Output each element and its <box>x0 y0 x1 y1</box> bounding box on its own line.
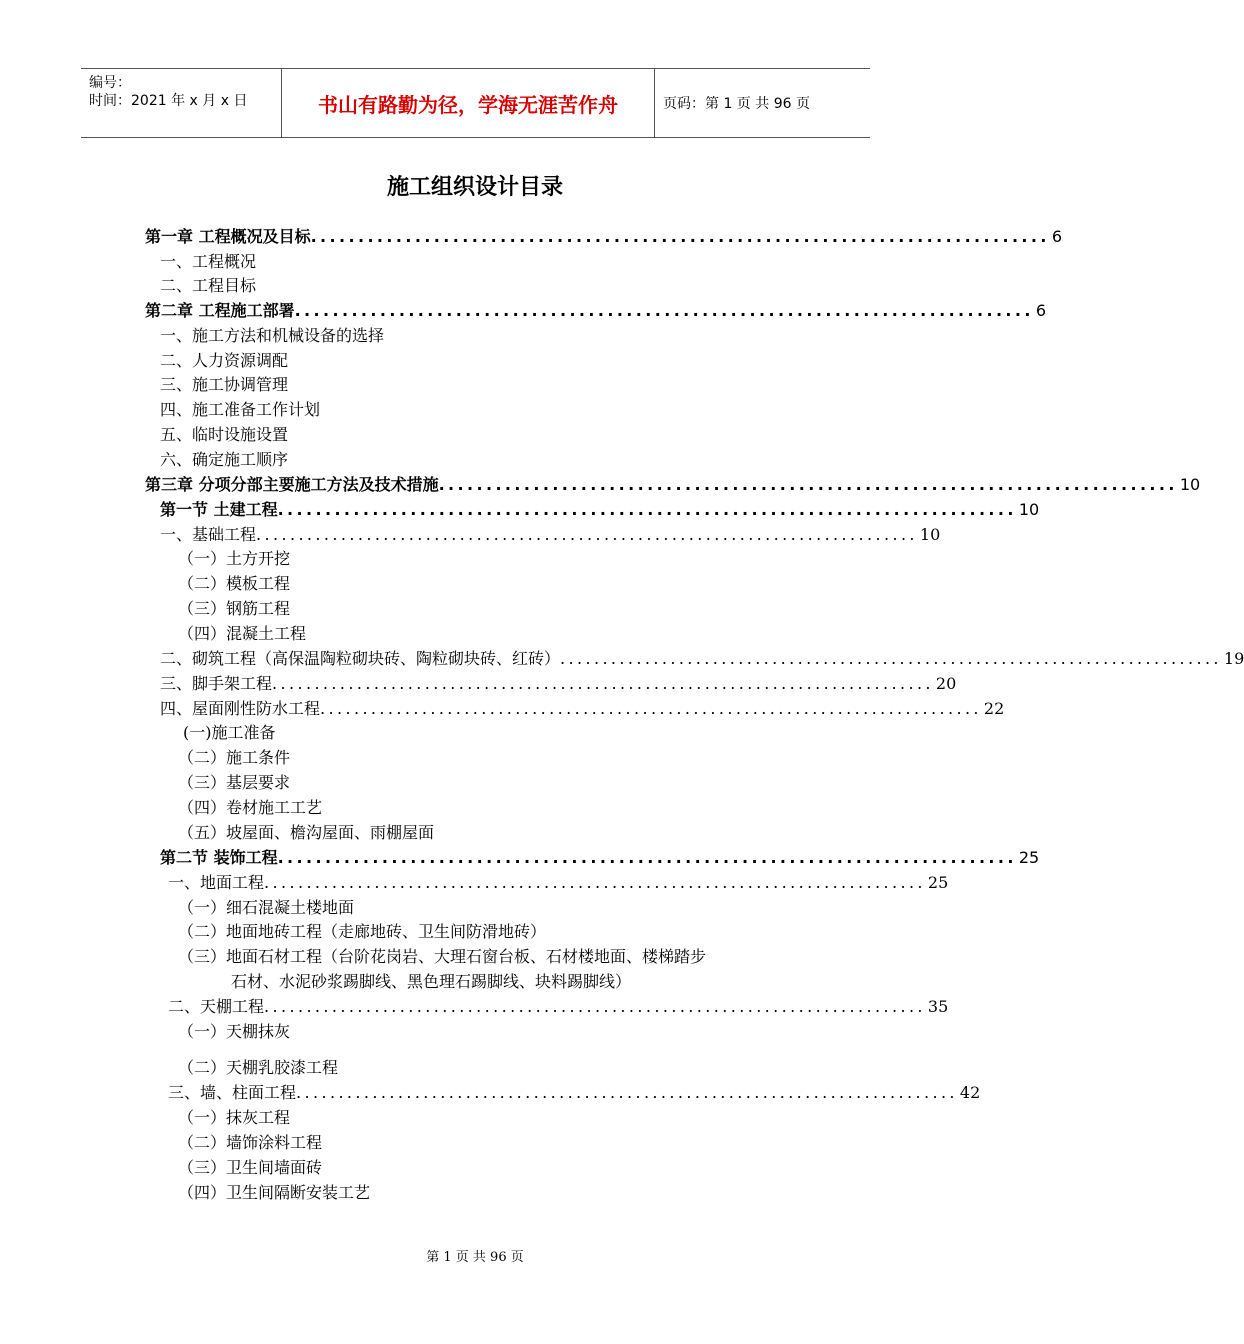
toc-text: （一）细石混凝土楼地面 <box>178 898 355 917</box>
toc-leader: .............................................................................. <box>277 848 1017 867</box>
toc-entry[interactable] <box>160 424 288 446</box>
toc-page: 10 <box>1179 475 1201 494</box>
toc-entry[interactable] <box>145 226 1063 248</box>
date-label: 时间：2021 年 x 月 x 日 <box>89 93 248 109</box>
toc-page: 10 <box>1018 500 1040 519</box>
toc-text: (一)施工准备 <box>183 723 276 742</box>
toc-text: （三）钢筋工程 <box>178 599 291 618</box>
toc-entry[interactable] <box>160 251 256 273</box>
toc-text: （二）墙饰涂料工程 <box>178 1133 323 1152</box>
toc-text: 第一章 工程概况及目标 <box>145 227 311 246</box>
toc-entry[interactable] <box>178 598 290 620</box>
toc-entry[interactable] <box>178 1021 290 1043</box>
toc-text: （四）卫生间隔断安装工艺 <box>178 1183 371 1202</box>
toc-text: 三、施工协调管理 <box>160 375 289 394</box>
toc-entry[interactable] <box>178 1057 338 1079</box>
toc-leader: .............................................................................. <box>264 873 926 892</box>
toc-text: （二）地面地砖工程（走廊地砖、卫生间防滑地砖） <box>178 922 547 941</box>
toc-leader: .............................................................................. <box>438 475 1178 494</box>
toc-entry[interactable] <box>160 399 320 421</box>
toc-entry[interactable] <box>168 996 949 1018</box>
toc-text: 二、人力资源调配 <box>160 351 289 370</box>
toc-text: （二）模板工程 <box>178 574 291 593</box>
toc-text: 第二章 工程施工部署 <box>145 301 295 320</box>
toc-text: （一）抹灰工程 <box>178 1108 291 1127</box>
toc-page: 25 <box>927 873 949 892</box>
header-table <box>81 68 870 138</box>
toc-text: 六、确定施工顺序 <box>160 450 289 469</box>
toc-page: 19 <box>1223 649 1244 668</box>
toc-page: 20 <box>935 674 957 693</box>
toc-entry[interactable] <box>178 1182 370 1204</box>
toc-leader: .............................................................................. <box>560 649 1222 668</box>
toc-text: 第二节 装饰工程 <box>160 848 278 867</box>
toc-entry[interactable] <box>178 548 290 570</box>
toc-text: 一、基础工程 <box>160 525 257 544</box>
toc-text: 五、临时设施设置 <box>160 425 289 444</box>
toc-text: 三、墙、柱面工程 <box>168 1083 297 1102</box>
toc-entry[interactable] <box>178 946 706 968</box>
toc-page: 6 <box>1051 227 1063 246</box>
toc-text: （一）土方开挖 <box>178 549 291 568</box>
toc-text: （四）混凝土工程 <box>178 624 307 643</box>
header-left-cell <box>81 69 281 137</box>
toc-leader: .............................................................................. <box>296 1083 958 1102</box>
toc-entry[interactable] <box>178 747 290 769</box>
toc-text: 四、施工准备工作计划 <box>160 400 321 419</box>
toc-entry[interactable] <box>160 449 288 471</box>
toc-text: 三、脚手架工程 <box>160 674 273 693</box>
toc-entry[interactable] <box>160 524 941 546</box>
page-info: 页码：第 1 页 共 96 页 <box>663 96 810 112</box>
toc-page: 42 <box>959 1083 981 1102</box>
toc-text: 二、天棚工程 <box>168 997 265 1016</box>
toc-page: 10 <box>919 525 941 544</box>
toc-entry[interactable] <box>178 1107 290 1129</box>
toc-entry[interactable] <box>178 921 546 943</box>
toc-text: 四、屋面刚性防水工程 <box>160 699 321 718</box>
toc-text: 一、施工方法和机械设备的选择 <box>160 326 385 345</box>
toc-entry[interactable] <box>160 499 1040 521</box>
toc-entry[interactable] <box>160 673 957 695</box>
toc-text: （二）施工条件 <box>178 748 291 767</box>
toc-entry[interactable] <box>160 275 256 297</box>
toc-text: （四）卷材施工工艺 <box>178 798 323 817</box>
toc-entry[interactable] <box>145 474 1201 496</box>
toc-entry[interactable] <box>178 897 354 919</box>
toc-text: （三）卫生间墙面砖 <box>178 1158 323 1177</box>
page-title: 施工组织设计目录 <box>386 175 563 200</box>
toc-entry[interactable] <box>178 772 290 794</box>
toc-leader: .............................................................................. <box>277 500 1017 519</box>
toc-leader: .............................................................................. <box>320 699 982 718</box>
toc-entry[interactable] <box>231 971 631 993</box>
toc-entry[interactable] <box>168 1082 981 1104</box>
toc-text: （五）坡屋面、檐沟屋面、雨棚屋面 <box>178 823 435 842</box>
toc-entry[interactable] <box>160 847 1040 869</box>
toc-leader: .............................................................................. <box>310 227 1050 246</box>
toc-entry[interactable] <box>160 350 288 372</box>
toc-page: 22 <box>983 699 1005 718</box>
toc-text: （一）天棚抹灰 <box>178 1022 291 1041</box>
toc-leader: .............................................................................. <box>256 525 918 544</box>
toc-entry[interactable] <box>178 1157 322 1179</box>
toc-leader: .............................................................................. <box>294 301 1034 320</box>
toc-text: 二、砌筑工程（高保温陶粒砌块砖、陶粒砌块砖、红砖） <box>160 649 561 668</box>
toc-text: 一、地面工程 <box>168 873 265 892</box>
toc-text: （三）基层要求 <box>178 773 291 792</box>
toc-page: 6 <box>1035 301 1047 320</box>
toc-entry[interactable] <box>178 623 306 645</box>
toc-entry[interactable] <box>160 698 1005 720</box>
number-label: 编号： <box>89 75 131 91</box>
page-footer: 第 1 页 共 96 页 <box>426 1250 524 1265</box>
toc-entry[interactable] <box>178 1132 322 1154</box>
toc-text: 二、工程目标 <box>160 276 257 295</box>
motto: 书山有路勤为径，学海无涯苦作舟 <box>281 69 655 137</box>
toc-entry[interactable] <box>145 300 1047 322</box>
toc-text: 一、工程概况 <box>160 252 257 271</box>
toc-entry[interactable] <box>168 872 949 894</box>
toc-leader: .............................................................................. <box>264 997 926 1016</box>
toc-page: 35 <box>927 997 949 1016</box>
toc-text: 第三章 分项分部主要施工方法及技术措施 <box>145 475 439 494</box>
toc-entry[interactable] <box>178 573 290 595</box>
toc-text: 第一节 土建工程 <box>160 500 278 519</box>
toc-entry[interactable] <box>178 797 322 819</box>
toc-text: （三）地面石材工程（台阶花岗岩、大理石窗台板、石材楼地面、楼梯踏步 <box>178 947 707 966</box>
toc-entry[interactable] <box>178 822 434 844</box>
toc-entry[interactable] <box>160 325 384 347</box>
toc-entry[interactable] <box>160 374 288 396</box>
toc-page: 25 <box>1018 848 1040 867</box>
toc-entry[interactable] <box>183 722 276 744</box>
toc-entry[interactable] <box>160 648 1244 670</box>
toc-leader: .............................................................................. <box>272 674 934 693</box>
toc-text: 石材、水泥砂浆踢脚线、黑色理石踢脚线、块料踢脚线） <box>231 972 632 991</box>
toc-text: （二）天棚乳胶漆工程 <box>178 1058 339 1077</box>
